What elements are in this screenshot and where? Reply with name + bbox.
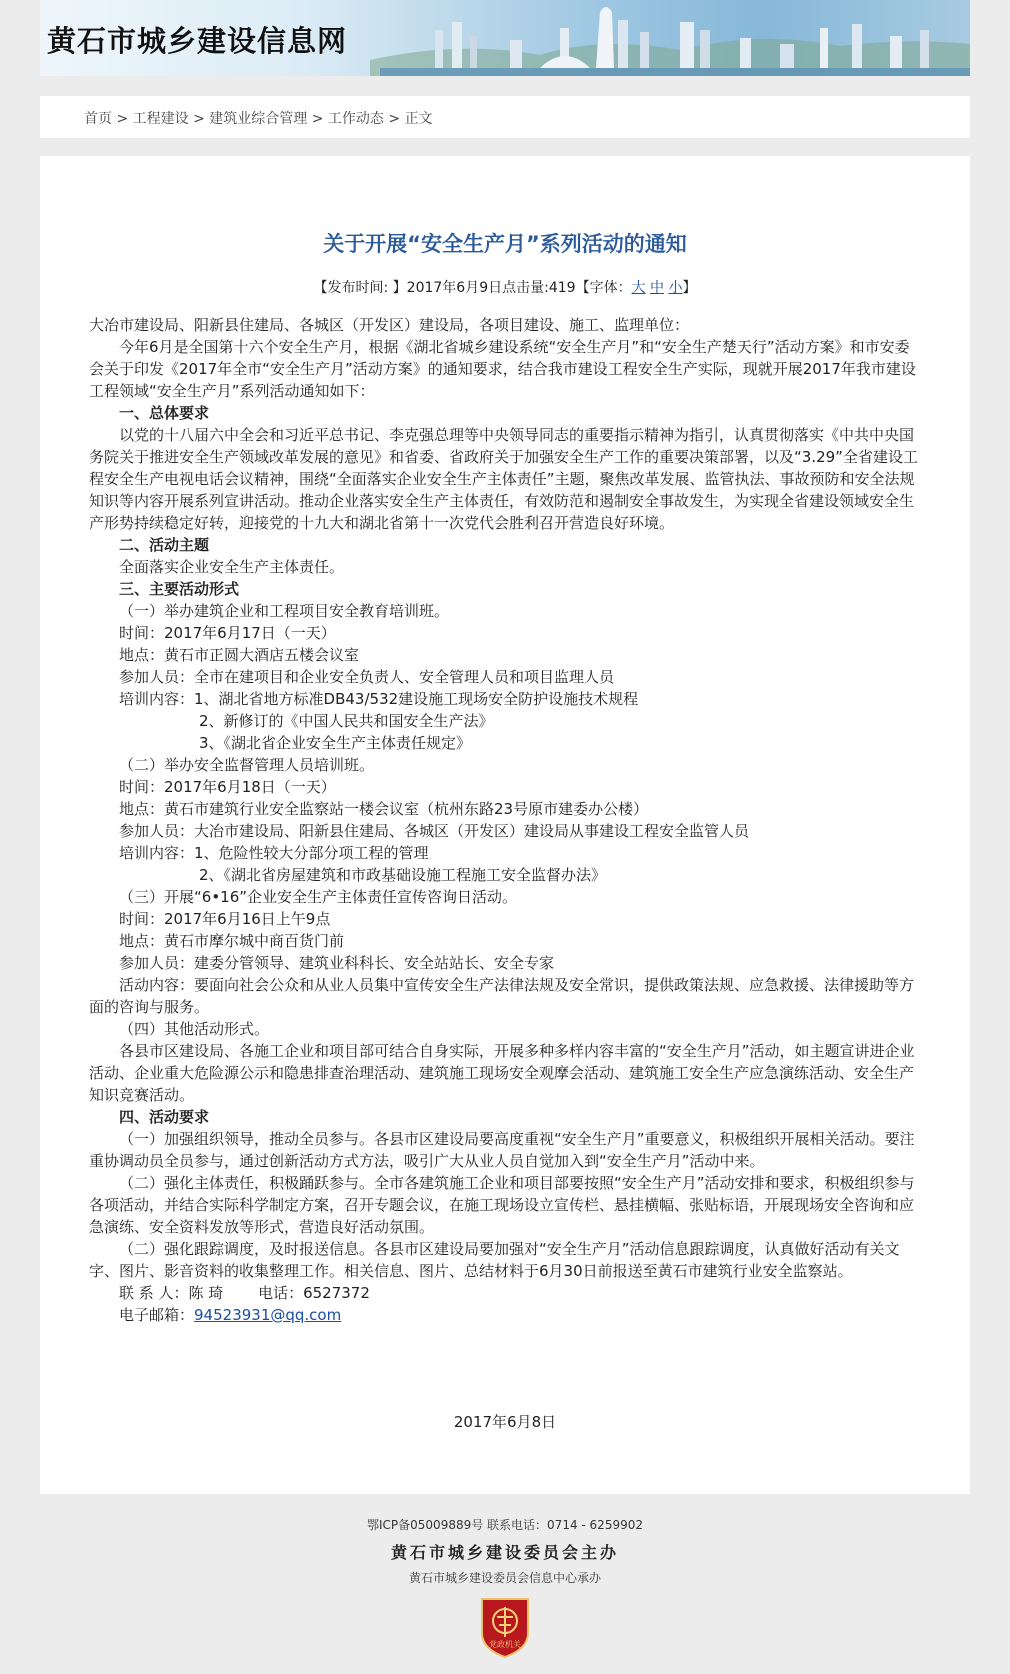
body-line: （一）举办建筑企业和工程项目安全教育培训班。 (119, 602, 450, 620)
body-paragraph: 以党的十八届六中全会和习近平总书记、李克强总理等中央领导同志的重要指示精神为指引，认真贯彻落实《中共中央国务院关于推进安全生产领域改革发展的意见》和省委、省政府关于加强安全生产工作的重要决策部署，以及“3.29”全省建设工程安全生产电视电话会议精神，围绕“全面落实企业安全生产主体责任”主题，聚焦改革发展、监管执法、事故预防和安全法规知识等内容开展系列宣讲活动。推动企业落实安全生产主体责任，有效防范和遏制安全事故发生，为实现全省建设领域安全生产形势持续稳定好转，迎接党的十九大和湖北省第十一次党代会胜利召开营造良好环境。 (89, 426, 918, 532)
body-paragraph: 今年6月是全国第十六个安全生产月，根据《湖北省城乡建设系统“安全生产月”和“安全生产楚天行”活动方案》和市安委会关于印发《2017年全市“安全生产月”活动方案》的通知要求，结合我市建设工程安全生产实际，现就开展2017年我市建设工程领域“安全生产月”系列活动通知如下： (89, 338, 916, 400)
body-line: 时间：2017年6月17日（一天） (119, 624, 336, 642)
publish-info: 【发布时间: 】2017年6月9日点击量:419【字体： (313, 280, 632, 296)
emblem-label: 党政机关 (489, 1640, 521, 1649)
article-container (40, 156, 970, 1494)
body-line: 地点：黄石市正圆大酒店五楼会议室 (119, 646, 360, 664)
addressee: 大冶市建设局、阳新县住建局、各城区（开发区）建设局，各项目建设、施工、监理单位： (89, 316, 690, 334)
body-line: 培训内容：1、危险性较大分部分项工程的管理 (119, 844, 429, 862)
article-meta (40, 277, 970, 297)
site-title: 黄石市城乡建设信息网 (47, 24, 348, 58)
body-line: 全面落实企业安全生产主体责任。 (119, 558, 345, 576)
breadcrumb-separator: > (188, 111, 210, 127)
section-heading: 一、总体要求 (119, 404, 210, 422)
article-title: 关于开展“安全生产月”系列活动的通知 (323, 232, 687, 256)
breadcrumb (84, 108, 433, 128)
email-label: 电子邮箱： (119, 1306, 195, 1324)
body-line: 地点：黄石市建筑行业安全监察站一楼会议室（杭州东路23号原市建委办公楼） (119, 800, 649, 818)
section-heading: 三、主要活动形式 (119, 580, 240, 598)
breadcrumb-current: 正文 (404, 111, 433, 127)
section-heading: 二、活动主题 (119, 536, 210, 554)
body-line: （四）其他活动形式。 (119, 1020, 270, 1038)
body-line: 时间：2017年6月16日上午9点 (119, 910, 331, 928)
font-size-large-link[interactable]: 大 (631, 280, 646, 296)
article-body (89, 314, 922, 1326)
body-line: 2、《湖北省房屋建筑和市政基础设施工程施工安全监督办法》 (199, 866, 607, 884)
footer-host: 黄石市城乡建设委员会主办 (390, 1543, 619, 1562)
site-banner (40, 0, 970, 76)
font-size-small-link[interactable]: 小 (668, 280, 683, 296)
footer-icp: 鄂ICP备05009889号 联系电话：0714 - 6259902 (367, 1518, 643, 1532)
breadcrumb-separator: > (307, 111, 328, 127)
body-paragraph: 活动内容：要面向社会公众和从业人员集中宣传安全生产法律法规及安全常识，提供政策法规、应急救援、法律援助等方面的咨询与服务。 (89, 976, 915, 1016)
breadcrumb-industry-mgmt-link[interactable]: 建筑业综合管理 (209, 111, 308, 127)
signature-date: 2017年6月8日 (453, 1413, 557, 1431)
body-line: 参加人员：建委分管领导、建筑业科科长、安全站站长、安全专家 (119, 954, 555, 972)
body-paragraph: 各县市区建设局、各施工企业和项目部可结合自身实际，开展多种多样内容丰富的“安全生产月”活动，如主题宣讲进企业活动、企业重大危险源公示和隐患排查治理活动、建筑施工现场安全观摩会活动、建筑施工安全生产应急演练活动、安全生产知识竞赛活动。 (89, 1042, 915, 1104)
party-government-emblem-icon[interactable] (478, 1595, 532, 1663)
breadcrumb-work-news-link[interactable]: 工作动态 (327, 111, 384, 127)
font-size-medium-link[interactable]: 中 (650, 280, 665, 296)
footer-operator: 黄石市城乡建设委员会信息中心承办 (408, 1571, 601, 1585)
section-heading: 四、活动要求 (119, 1108, 210, 1126)
body-line: 2、新修订的《中国人民共和国安全生产法》 (199, 712, 494, 730)
breadcrumb-bar (40, 96, 970, 138)
contact-line: 联 系 人：陈 琦 电话：6527372 (119, 1284, 370, 1302)
body-line: 参加人员：全市在建项目和企业安全负责人、安全管理人员和项目监理人员 (119, 668, 615, 686)
body-paragraph: （一）加强组织领导，推动全员参与。各县市区建设局要高度重视“安全生产月”重要意义，积极组织开展相关活动。要注重协调动员全员参与，通过创新活动方式方法，吸引广大从业人员自觉加入到“安全生产月”活动中来。 (89, 1130, 915, 1170)
breadcrumb-engineering-link[interactable]: 工程建设 (132, 111, 189, 127)
breadcrumb-separator: > (383, 111, 405, 127)
body-line: 培训内容：1、湖北省地方标准DB43/532建设施工现场安全防护设施技术规程 (119, 690, 639, 708)
body-line: 参加人员：大冶市建设局、阳新县住建局、各城区（开发区）建设局从事建设工程安全监管人员 (119, 822, 750, 840)
body-paragraph: （二）强化跟踪调度，及时报送信息。各县市区建设局要加强对“安全生产月”活动信息跟踪调度，认真做好活动有关文字、图片、影音资料的收集整理工作。相关信息、图片、总结材料于6月30日前报送至黄石市建筑行业安全监察站。 (89, 1240, 900, 1280)
body-line: （三）开展“6•16”企业安全生产主体责任宣传咨询日活动。 (119, 888, 518, 906)
body-line: 3、《湖北省企业安全生产主体责任规定》 (199, 734, 472, 752)
body-line: 时间：2017年6月18日（一天） (119, 778, 336, 796)
email-link[interactable]: 94523931@qq.com (194, 1306, 342, 1324)
body-line: 地点：黄石市摩尔城中商百货门前 (119, 932, 345, 950)
breadcrumb-home-link[interactable]: 首页 (84, 111, 112, 127)
email-line (89, 1304, 922, 1326)
breadcrumb-separator: > (112, 111, 133, 127)
body-paragraph: （二）强化主体责任，积极踊跃参与。全市各建筑施工企业和项目部要按照“安全生产月”活动安排和要求，积极组织参与各项活动，并结合实际科学制定方案，召开专题会议，在施工现场设立宣传栏、悬挂横幅、张贴标语，开展现场安全咨询和应急演练、安全资料发放等形式，营造良好活动氛围。 (89, 1174, 915, 1236)
body-line: （二）举办安全监督管理人员培训班。 (119, 756, 375, 774)
meta-close-bracket: 】 (682, 280, 697, 296)
